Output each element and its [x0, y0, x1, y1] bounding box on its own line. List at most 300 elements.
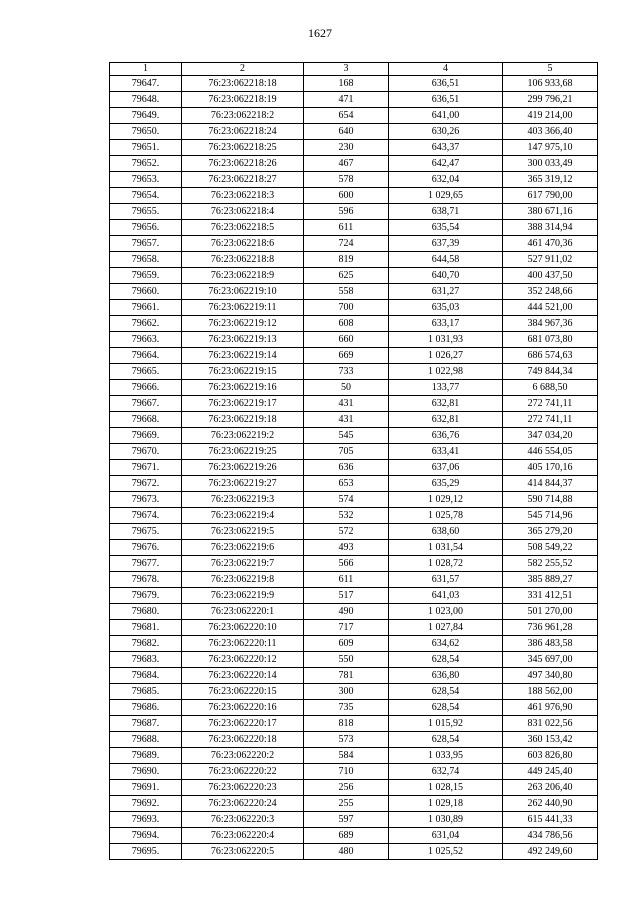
table-header-row [110, 63, 598, 76]
table-cell: 147 975,10 [503, 140, 598, 156]
table-cell: 669 [304, 348, 389, 364]
table-row [110, 412, 598, 428]
table-cell: 76:23:062220:1 [182, 604, 304, 620]
table-cell: 636,80 [389, 668, 503, 684]
column-header: 5 [503, 63, 598, 76]
table-row [110, 796, 598, 812]
table-cell: 79659. [110, 268, 182, 284]
table-cell: 584 [304, 748, 389, 764]
table-cell: 79689. [110, 748, 182, 764]
table-cell: 79669. [110, 428, 182, 444]
table-cell: 365 279,20 [503, 524, 598, 540]
table-cell: 1 025,78 [389, 508, 503, 524]
table-row [110, 364, 598, 380]
table-cell: 79648. [110, 92, 182, 108]
table-row [110, 732, 598, 748]
table-cell: 724 [304, 236, 389, 252]
table-cell: 643,37 [389, 140, 503, 156]
table-cell: 1 027,84 [389, 620, 503, 636]
table-cell: 79683. [110, 652, 182, 668]
table-row [110, 108, 598, 124]
table-row [110, 636, 598, 652]
table-cell: 637,06 [389, 460, 503, 476]
table-cell: 631,04 [389, 828, 503, 844]
table-cell: 76:23:062218:24 [182, 124, 304, 140]
table-cell: 681 073,80 [503, 332, 598, 348]
table-cell: 79657. [110, 236, 182, 252]
table-cell: 574 [304, 492, 389, 508]
table-cell: 384 967,36 [503, 316, 598, 332]
table-cell: 79674. [110, 508, 182, 524]
table-row [110, 668, 598, 684]
table-cell: 76:23:062219:13 [182, 332, 304, 348]
table-cell: 76:23:062218:27 [182, 172, 304, 188]
table-cell: 609 [304, 636, 389, 652]
table-cell: 79675. [110, 524, 182, 540]
table-cell: 79670. [110, 444, 182, 460]
table-row [110, 508, 598, 524]
table-cell: 76:23:062220:4 [182, 828, 304, 844]
table-cell: 431 [304, 412, 389, 428]
table-cell: 79693. [110, 812, 182, 828]
table-cell: 471 [304, 92, 389, 108]
table-cell: 1 029,12 [389, 492, 503, 508]
table-cell: 444 521,00 [503, 300, 598, 316]
table-cell: 76:23:062219:6 [182, 540, 304, 556]
table-row [110, 76, 598, 92]
table-row [110, 556, 598, 572]
table-cell: 633,17 [389, 316, 503, 332]
table-row [110, 284, 598, 300]
table-cell: 733 [304, 364, 389, 380]
table-cell: 1 025,52 [389, 844, 503, 860]
table-cell: 76:23:062219:9 [182, 588, 304, 604]
table-cell: 300 [304, 684, 389, 700]
table-cell: 365 319,12 [503, 172, 598, 188]
table-row [110, 492, 598, 508]
table-cell: 632,74 [389, 764, 503, 780]
table-cell: 76:23:062219:2 [182, 428, 304, 444]
table-cell: 76:23:062219:10 [182, 284, 304, 300]
table-cell: 76:23:062218:25 [182, 140, 304, 156]
table-cell: 76:23:062220:11 [182, 636, 304, 652]
table-cell: 352 248,66 [503, 284, 598, 300]
table-cell: 79664. [110, 348, 182, 364]
table-cell: 431 [304, 396, 389, 412]
table-cell: 632,81 [389, 412, 503, 428]
table-cell: 79686. [110, 700, 182, 716]
table-cell: 490 [304, 604, 389, 620]
table-cell: 461 976,90 [503, 700, 598, 716]
table-cell: 79671. [110, 460, 182, 476]
table-cell: 256 [304, 780, 389, 796]
table-cell: 76:23:062219:3 [182, 492, 304, 508]
table-cell: 76:23:062218:26 [182, 156, 304, 172]
table-cell: 76:23:062220:3 [182, 812, 304, 828]
table-cell: 434 786,56 [503, 828, 598, 844]
table-cell: 638,71 [389, 204, 503, 220]
table-cell: 631,57 [389, 572, 503, 588]
table-row [110, 716, 598, 732]
table-cell: 608 [304, 316, 389, 332]
table-cell: 79653. [110, 172, 182, 188]
table-cell: 79661. [110, 300, 182, 316]
table-cell: 818 [304, 716, 389, 732]
table-cell: 628,54 [389, 684, 503, 700]
table-cell: 76:23:062219:12 [182, 316, 304, 332]
table-cell: 689 [304, 828, 389, 844]
table-cell: 640 [304, 124, 389, 140]
table-row [110, 604, 598, 620]
table-cell: 79676. [110, 540, 182, 556]
table-cell: 749 844,34 [503, 364, 598, 380]
table-cell: 76:23:062218:18 [182, 76, 304, 92]
table-cell: 600 [304, 188, 389, 204]
table-row [110, 828, 598, 844]
table-cell: 637,39 [389, 236, 503, 252]
table-cell: 700 [304, 300, 389, 316]
table-cell: 578 [304, 172, 389, 188]
table-cell: 79685. [110, 684, 182, 700]
table-cell: 76:23:062219:27 [182, 476, 304, 492]
table-cell: 686 574,63 [503, 348, 598, 364]
table-cell: 1 023,00 [389, 604, 503, 620]
table-row [110, 684, 598, 700]
table-cell: 79681. [110, 620, 182, 636]
table-cell: 79692. [110, 796, 182, 812]
table-cell: 76:23:062219:14 [182, 348, 304, 364]
table-cell: 446 554,05 [503, 444, 598, 460]
table-cell: 76:23:062218:4 [182, 204, 304, 220]
table-cell: 76:23:062220:24 [182, 796, 304, 812]
table-cell: 572 [304, 524, 389, 540]
column-header: 2 [182, 63, 304, 76]
table-cell: 388 314,94 [503, 220, 598, 236]
table-cell: 79667. [110, 396, 182, 412]
table-cell: 76:23:062219:8 [182, 572, 304, 588]
table-cell: 79690. [110, 764, 182, 780]
table-cell: 635,03 [389, 300, 503, 316]
table-cell: 79677. [110, 556, 182, 572]
table-row [110, 204, 598, 220]
table-cell: 79652. [110, 156, 182, 172]
table-cell: 79662. [110, 316, 182, 332]
table-cell: 79680. [110, 604, 182, 620]
table-cell: 76:23:062219:26 [182, 460, 304, 476]
table-cell: 705 [304, 444, 389, 460]
table-cell: 79660. [110, 284, 182, 300]
table-cell: 331 412,51 [503, 588, 598, 604]
table-cell: 449 245,40 [503, 764, 598, 780]
table-row [110, 380, 598, 396]
table-cell: 1 022,98 [389, 364, 503, 380]
table-cell: 527 911,02 [503, 252, 598, 268]
table-cell: 76:23:062218:19 [182, 92, 304, 108]
table-cell: 633,41 [389, 444, 503, 460]
table-row [110, 428, 598, 444]
table-cell: 640,70 [389, 268, 503, 284]
table-cell: 710 [304, 764, 389, 780]
table-cell: 414 844,37 [503, 476, 598, 492]
table-cell: 79682. [110, 636, 182, 652]
table-cell: 819 [304, 252, 389, 268]
table-cell: 641,03 [389, 588, 503, 604]
table-cell: 230 [304, 140, 389, 156]
table-row [110, 444, 598, 460]
table-cell: 493 [304, 540, 389, 556]
table-cell: 76:23:062218:6 [182, 236, 304, 252]
table-cell: 76:23:062219:25 [182, 444, 304, 460]
table-row [110, 300, 598, 316]
table-cell: 625 [304, 268, 389, 284]
table-cell: 596 [304, 204, 389, 220]
table-cell: 76:23:062220:5 [182, 844, 304, 860]
table-row [110, 524, 598, 540]
table-cell: 76:23:062220:22 [182, 764, 304, 780]
table-cell: 781 [304, 668, 389, 684]
table-row [110, 348, 598, 364]
table-cell: 831 022,56 [503, 716, 598, 732]
table-row [110, 540, 598, 556]
table-cell: 76:23:062220:16 [182, 700, 304, 716]
table-cell: 272 741,11 [503, 412, 598, 428]
table-cell: 76:23:062219:7 [182, 556, 304, 572]
table-cell: 400 437,50 [503, 268, 598, 284]
table-row [110, 476, 598, 492]
table-cell: 1 031,93 [389, 332, 503, 348]
table-row [110, 92, 598, 108]
table-cell: 76:23:062218:8 [182, 252, 304, 268]
table-cell: 79650. [110, 124, 182, 140]
table-cell: 573 [304, 732, 389, 748]
table-cell: 79649. [110, 108, 182, 124]
table-row [110, 700, 598, 716]
table-cell: 79665. [110, 364, 182, 380]
table-cell: 636,51 [389, 92, 503, 108]
table-cell: 79673. [110, 492, 182, 508]
table-cell: 642,47 [389, 156, 503, 172]
table-cell: 597 [304, 812, 389, 828]
table-row [110, 780, 598, 796]
table-row [110, 588, 598, 604]
page-number: 1627 [308, 26, 332, 40]
table-body [110, 63, 598, 860]
table-cell: 644,58 [389, 252, 503, 268]
table-row [110, 572, 598, 588]
table-cell: 517 [304, 588, 389, 604]
table-cell: 635,54 [389, 220, 503, 236]
table-cell: 405 170,16 [503, 460, 598, 476]
table-cell: 79679. [110, 588, 182, 604]
data-table [109, 62, 598, 860]
table-cell: 545 [304, 428, 389, 444]
table-cell: 467 [304, 156, 389, 172]
table-row [110, 188, 598, 204]
table-cell: 79672. [110, 476, 182, 492]
table-cell: 79656. [110, 220, 182, 236]
table-cell: 1 030,89 [389, 812, 503, 828]
table-cell: 550 [304, 652, 389, 668]
table-cell: 79688. [110, 732, 182, 748]
table-cell: 79684. [110, 668, 182, 684]
table-cell: 79678. [110, 572, 182, 588]
table-cell: 76:23:062218:5 [182, 220, 304, 236]
table-cell: 76:23:062219:16 [182, 380, 304, 396]
table-cell: 76:23:062219:15 [182, 364, 304, 380]
table-cell: 76:23:062218:2 [182, 108, 304, 124]
table-cell: 1 029,18 [389, 796, 503, 812]
table-cell: 79658. [110, 252, 182, 268]
table-cell: 611 [304, 572, 389, 588]
table-cell: 735 [304, 700, 389, 716]
table-cell: 1 033,95 [389, 748, 503, 764]
table-row [110, 652, 598, 668]
table-cell: 403 366,40 [503, 124, 598, 140]
table-row [110, 156, 598, 172]
table-cell: 76:23:062219:17 [182, 396, 304, 412]
table-cell: 653 [304, 476, 389, 492]
table-cell: 717 [304, 620, 389, 636]
table-cell: 79695. [110, 844, 182, 860]
table-cell: 630,26 [389, 124, 503, 140]
table-row [110, 332, 598, 348]
table-cell: 345 697,00 [503, 652, 598, 668]
table-cell: 6 688,50 [503, 380, 598, 396]
table-cell: 76:23:062220:14 [182, 668, 304, 684]
table-row [110, 748, 598, 764]
table-cell: 79663. [110, 332, 182, 348]
table-cell: 50 [304, 380, 389, 396]
table-cell: 632,81 [389, 396, 503, 412]
table-cell: 76:23:062220:10 [182, 620, 304, 636]
table-row [110, 844, 598, 860]
table-cell: 76:23:062220:23 [182, 780, 304, 796]
table-cell: 76:23:062220:12 [182, 652, 304, 668]
table-cell: 480 [304, 844, 389, 860]
table-cell: 634,62 [389, 636, 503, 652]
table-cell: 385 889,27 [503, 572, 598, 588]
table-cell: 380 671,16 [503, 204, 598, 220]
table-cell: 133,77 [389, 380, 503, 396]
table-cell: 532 [304, 508, 389, 524]
table-cell: 736 961,28 [503, 620, 598, 636]
table-cell: 76:23:062219:5 [182, 524, 304, 540]
table-cell: 79668. [110, 412, 182, 428]
table-cell: 300 033,49 [503, 156, 598, 172]
table-cell: 76:23:062219:11 [182, 300, 304, 316]
table-cell: 360 153,42 [503, 732, 598, 748]
table-row [110, 460, 598, 476]
table-cell: 79651. [110, 140, 182, 156]
table-cell: 654 [304, 108, 389, 124]
table-cell: 566 [304, 556, 389, 572]
table-cell: 347 034,20 [503, 428, 598, 444]
table-cell: 79655. [110, 204, 182, 220]
table-cell: 263 206,40 [503, 780, 598, 796]
table-cell: 79687. [110, 716, 182, 732]
table-cell: 76:23:062219:4 [182, 508, 304, 524]
table-cell: 1 015,92 [389, 716, 503, 732]
table-cell: 617 790,00 [503, 188, 598, 204]
table-cell: 636,51 [389, 76, 503, 92]
table-cell: 1 029,65 [389, 188, 503, 204]
table-row [110, 236, 598, 252]
table-row [110, 140, 598, 156]
table-cell: 76:23:062218:9 [182, 268, 304, 284]
table-cell: 582 255,52 [503, 556, 598, 572]
table-cell: 79666. [110, 380, 182, 396]
table-cell: 76:23:062220:18 [182, 732, 304, 748]
table-cell: 615 441,33 [503, 812, 598, 828]
table-cell: 79694. [110, 828, 182, 844]
table-cell: 1 031,54 [389, 540, 503, 556]
table-cell: 590 714,88 [503, 492, 598, 508]
column-header: 1 [110, 63, 182, 76]
table-cell: 492 249,60 [503, 844, 598, 860]
column-header: 4 [389, 63, 503, 76]
table-row [110, 812, 598, 828]
table-cell: 255 [304, 796, 389, 812]
table-cell: 272 741,11 [503, 396, 598, 412]
table-row [110, 268, 598, 284]
table-cell: 79654. [110, 188, 182, 204]
table-cell: 76:23:062220:17 [182, 716, 304, 732]
table-cell: 106 933,68 [503, 76, 598, 92]
table-cell: 461 470,36 [503, 236, 598, 252]
table-cell: 558 [304, 284, 389, 300]
table-cell: 628,54 [389, 652, 503, 668]
table-cell: 76:23:062220:15 [182, 684, 304, 700]
table-cell: 76:23:062220:2 [182, 748, 304, 764]
table-cell: 545 714,96 [503, 508, 598, 524]
table-cell: 501 270,00 [503, 604, 598, 620]
column-header: 3 [304, 63, 389, 76]
table-cell: 641,00 [389, 108, 503, 124]
table-cell: 262 440,90 [503, 796, 598, 812]
table-row [110, 620, 598, 636]
table-cell: 419 214,00 [503, 108, 598, 124]
table-row [110, 252, 598, 268]
table-cell: 603 826,80 [503, 748, 598, 764]
table-cell: 638,60 [389, 524, 503, 540]
table-row [110, 316, 598, 332]
table-row [110, 764, 598, 780]
table-cell: 1 028,72 [389, 556, 503, 572]
table-cell: 168 [304, 76, 389, 92]
table-cell: 76:23:062218:3 [182, 188, 304, 204]
table-cell: 497 340,80 [503, 668, 598, 684]
table-cell: 1 026,27 [389, 348, 503, 364]
table-cell: 188 562,00 [503, 684, 598, 700]
table-row [110, 172, 598, 188]
table-cell: 631,27 [389, 284, 503, 300]
table-cell: 660 [304, 332, 389, 348]
table-cell: 76:23:062219:18 [182, 412, 304, 428]
table-cell: 628,54 [389, 700, 503, 716]
table-cell: 611 [304, 220, 389, 236]
table-cell: 508 549,22 [503, 540, 598, 556]
table-row [110, 124, 598, 140]
table-row [110, 220, 598, 236]
table-cell: 632,04 [389, 172, 503, 188]
table-cell: 79647. [110, 76, 182, 92]
table-cell: 636,76 [389, 428, 503, 444]
table-cell: 635,29 [389, 476, 503, 492]
table-row [110, 396, 598, 412]
table-cell: 628,54 [389, 732, 503, 748]
table-cell: 636 [304, 460, 389, 476]
table-cell: 386 483,58 [503, 636, 598, 652]
